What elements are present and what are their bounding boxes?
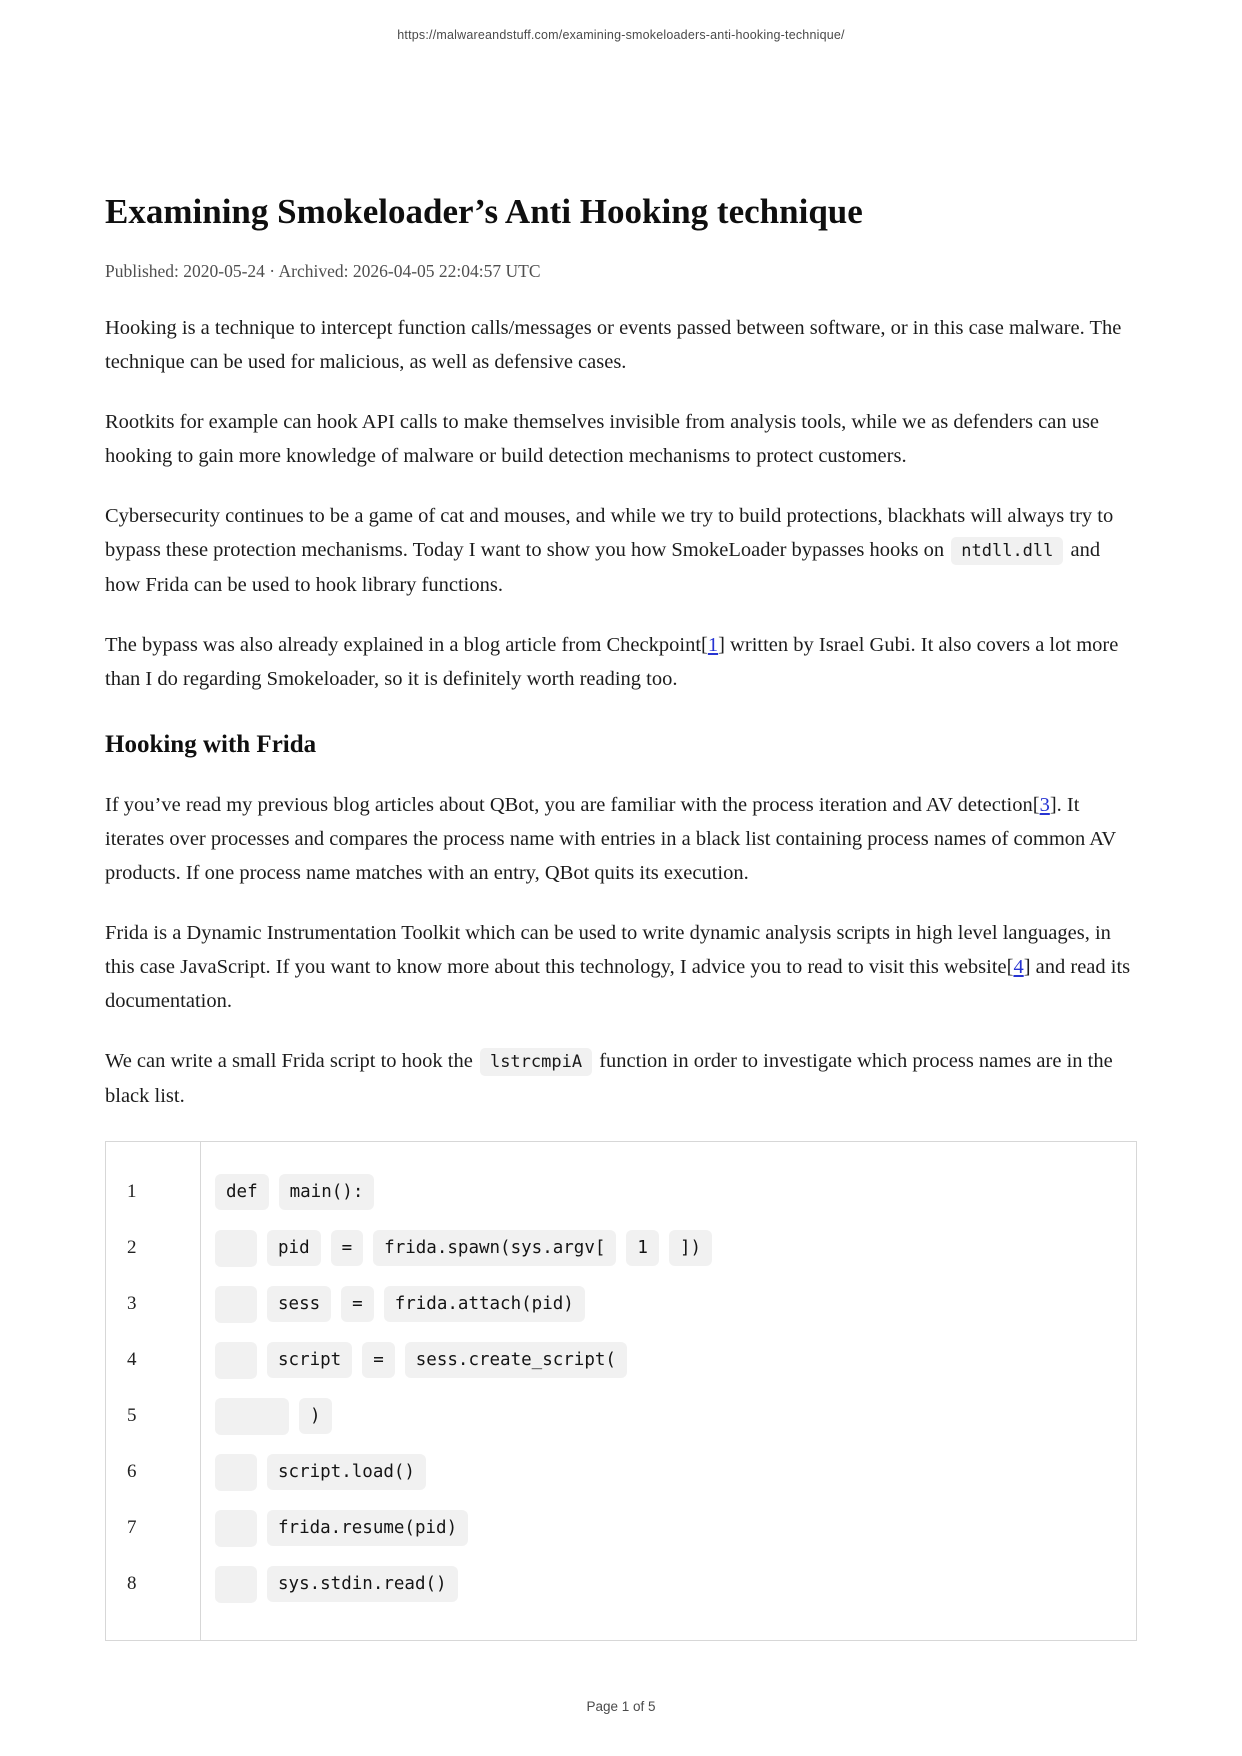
ref-link-1[interactable]: 1	[707, 634, 719, 656]
code-token: )	[299, 1398, 332, 1434]
page-title: Examining Smokeloader’s Anti Hooking technique	[105, 192, 863, 231]
paragraph-text: and how Frida can be used to hook library functions.	[105, 539, 1101, 596]
paragraph-text: ] written by Israel Gubi. It also covers a lot more than I do regarding Smokeloader, so it is definitely worth reading too.	[105, 634, 1119, 690]
code-line	[215, 1164, 1136, 1220]
code-token: 1	[626, 1230, 659, 1266]
line-number: 6	[127, 1461, 137, 1482]
code-line	[215, 1556, 1136, 1612]
paragraph-bypass	[105, 628, 1137, 696]
code-token: ])	[669, 1230, 712, 1266]
url-header: https://malwareandstuff.com/examining-smokeloaders-anti-hooking-technique/	[397, 28, 845, 42]
code-line	[215, 1276, 1136, 1332]
indent-chip	[215, 1286, 257, 1323]
code-line	[215, 1220, 1136, 1276]
code-token: sess	[267, 1286, 331, 1322]
paragraph-qbot	[105, 788, 1137, 890]
code-token: frida.attach(pid)	[384, 1286, 585, 1322]
line-number: 2	[127, 1237, 137, 1258]
code-token: sys.stdin.read()	[267, 1566, 458, 1602]
code-line	[215, 1444, 1136, 1500]
line-number: 8	[127, 1573, 137, 1594]
indent-chip	[215, 1342, 257, 1379]
code-block	[105, 1141, 1137, 1641]
line-number: 3	[127, 1293, 137, 1314]
line-number: 1	[127, 1181, 137, 1202]
code-token: def	[215, 1174, 269, 1210]
code-token: frida.resume(pid)	[267, 1510, 468, 1546]
line-number: 7	[127, 1517, 137, 1538]
paragraph-text: ]. It iterates over processes and compares the process name with entries in a black list containing process names of common AV products. If one process name matches with an entry, QBot quits its execution.	[105, 794, 1116, 884]
code-column	[201, 1142, 1136, 1640]
paragraph-frida-script	[105, 1044, 1137, 1113]
code-token: main():	[279, 1174, 375, 1210]
paragraph-text: Frida is a Dynamic Instrumentation Toolkit which can be used to write dynamic analysis scripts in high level languages, in this case JavaScript. If you want to know more about this technology, I advice you to read to visit this website[	[105, 922, 1111, 978]
code-token: frida.spawn(sys.argv[	[373, 1230, 616, 1266]
indent-chip	[215, 1566, 257, 1603]
indent-chip	[215, 1454, 257, 1491]
ref-link-4[interactable]: 4	[1013, 956, 1024, 978]
code-token: sess.create_script(	[405, 1342, 627, 1378]
paragraph-text: ] and read its documentation.	[105, 956, 1131, 1012]
code-token: pid	[267, 1230, 321, 1266]
indent-chip	[215, 1510, 257, 1547]
paragraph-intro: Hooking is a technique to intercept function calls/messages or events passed between software, or in this case malware. The technique can be used for malicious, as well as defensive cases.	[105, 317, 1122, 373]
inline-code-ntdll: ntdll.dll	[951, 537, 1063, 565]
code-token: =	[362, 1342, 395, 1378]
code-line	[215, 1332, 1136, 1388]
page-number-footer: Page 1 of 5	[586, 1699, 656, 1714]
code-token: script	[267, 1342, 352, 1378]
paragraph-text: If you’ve read my previous blog articles about QBot, you are familiar with the process iteration and AV detection[	[105, 794, 1040, 816]
inline-code-lstrcmpia: lstrcmpiA	[480, 1048, 592, 1076]
code-token: =	[341, 1286, 374, 1322]
line-number: 4	[127, 1349, 137, 1370]
code-token: =	[331, 1230, 364, 1266]
code-line	[215, 1500, 1136, 1556]
paragraph-cybersecurity	[105, 499, 1137, 602]
paragraph-text: Cybersecurity continues to be a game of cat and mouses, and while we try to build protections, blackhats will always try to bypass these protection mechanisms. Today I want to show you how SmokeLoader bypasses hooks on	[105, 505, 1114, 561]
line-number-gutter	[106, 1142, 201, 1640]
paragraph-text: We can write a small Frida script to hook the	[105, 1050, 478, 1072]
paragraph-text: function in order to investigate which process names are in the black list.	[105, 1050, 1113, 1107]
line-number: 5	[127, 1405, 137, 1426]
code-line	[215, 1388, 1136, 1444]
paragraph-frida	[105, 916, 1137, 1018]
article-content	[105, 190, 1137, 1740]
ref-link-3[interactable]: 3	[1039, 794, 1050, 816]
section-heading-hooking-with-frida: Hooking with Frida	[105, 731, 317, 758]
paragraph-text: The bypass was also already explained in a blog article from Checkpoint[	[105, 634, 708, 656]
paragraph-rootkits: Rootkits for example can hook API calls to make themselves invisible from analysis tools, while we as defenders can use hooking to gain more knowledge of malware or build detection mechanisms to protect customers.	[105, 411, 1100, 467]
indent-chip	[215, 1230, 257, 1267]
article-meta: Published: 2020-05-24 · Archived: 2026-04-05 22:04:57 UTC	[105, 261, 541, 281]
indent-chip	[215, 1398, 289, 1435]
code-token: script.load()	[267, 1454, 426, 1490]
